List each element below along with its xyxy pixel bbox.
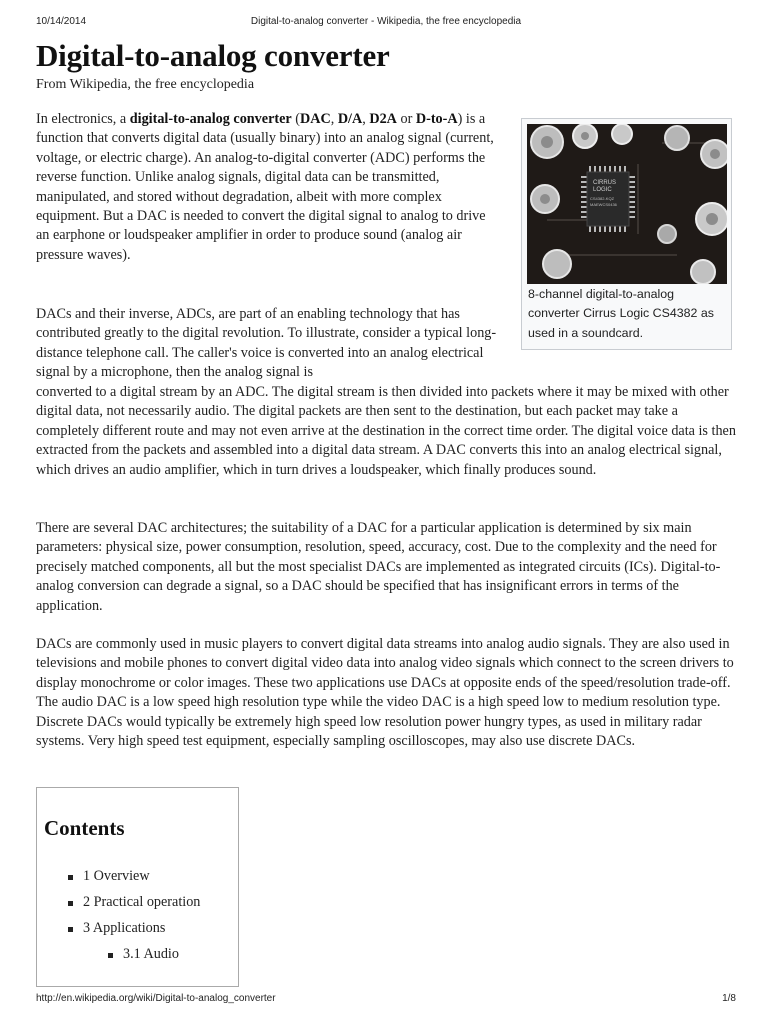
term-d-to-a: D-to-A	[415, 111, 458, 127]
print-date: 10/14/2014	[36, 16, 87, 27]
print-footer	[36, 993, 736, 1007]
toc-title: Contents	[44, 816, 125, 840]
toc-item-applications[interactable]: 3 Applications	[83, 920, 166, 936]
figure-thumbnail	[521, 118, 732, 350]
chip-marking-4: MAEWCS0436	[590, 202, 617, 207]
circuit-board-image	[527, 124, 727, 284]
term-d-a: D/A	[337, 111, 363, 127]
paragraph-4: DACs are commonly used in music players to convert digital data streams into analog audio signals. They are also used in televisions and mobile phones to convert digital video data into analog video signals which connect to the screen drivers to display monochrome or color images. These two applications use DACs at opposite ends of the speed/resolution trade-off. The audio DAC is a low speed high resolution type while the video DAC is a high speed low to medium resolution type. Discrete DACs would typically be extremely high speed low resolution power hungry types, as used in military radar systems. Very high speed test equipment, especially sampling oscilloscopes, may also use discrete DACs.	[36, 636, 734, 750]
chip-marking-2: LOGIC	[593, 187, 612, 193]
paragraph-2-part-2: converted to a digital stream by an ADC. The digital stream is then divided into packets where it may be mixed with other digital data, not necessarily audio. The digital packets are then sent to the destination, but each packet may take a completely different route and may not even arrive at the destination in the correct time order. The digital voice data is then extracted from the packets and assembled into a digital data stream. A DAC converts this into an analog electrical signal, which drives an audio amplifier, which in turn drives a loudspeaker, which finally produces sound.	[36, 384, 736, 478]
toc-bullet-icon	[108, 953, 113, 958]
dac-chip-photo[interactable]	[527, 124, 727, 284]
intro-text-3: ,	[330, 111, 338, 127]
intro-text-1: In electronics, a	[36, 111, 130, 127]
term-d2a: D2A	[369, 111, 397, 127]
intro-text-4: ,	[362, 111, 370, 127]
intro-text-2: (	[291, 111, 300, 127]
page-number: 1/8	[722, 993, 736, 1004]
footer-url[interactable]: http://en.wikipedia.org/wiki/Digital-to-analog_converter	[36, 993, 276, 1004]
term-dac: DAC	[299, 111, 331, 127]
print-header	[36, 16, 736, 30]
toc-bullet-icon	[68, 927, 73, 932]
toc-bullet-icon	[68, 875, 73, 880]
intro-text-6: ) is a function that converts digital data (usually binary) into an analog signal (current, voltage, or electric charge). An analog-to-digital converter (ADC) performs the reverse function. Unlike analog signals, digital data can be transmitted, manipulated, and stored without degradation, albeit with more complex equipment. But a DAC is needed to convert the digital signal to analog to drive an earphone or loudspeaker amplifier in order to produce sound (analog air pressure waves).	[36, 111, 494, 263]
figure-caption: 8-channel digital-to-analog converter Cirrus Logic CS4382 as used in a soundcard.	[528, 287, 714, 340]
chip-marking-3: CS4382-KQZ	[590, 196, 615, 201]
table-of-contents	[36, 787, 239, 987]
term-dac-full: digital-to-analog converter	[129, 111, 292, 127]
paragraph-2-part-1: DACs and their inverse, ADCs, are part of an enabling technology that has contributed greatly to the digital revolution. To illustrate, consider a typical long-distance telephone call. The caller's voice is converted into an analog electrical signal by a microphone, then the analog signal is	[36, 306, 497, 381]
paragraph-3: There are several DAC architectures; the suitability of a DAC for a particular application is determined by six main parameters: physical size, power consumption, resolution, speed, accuracy, cost. Due to the complexity and the need for precisely matched components, all but the most specialist DACs are implemented as integrated circuits (ICs). Digital-to-analog conversion can degrade a signal, so a DAC should be specified that has insignificant errors in terms of the application.	[36, 520, 721, 614]
page-title: Digital-to-analog converter	[36, 38, 390, 73]
toc-item-overview[interactable]: 1 Overview	[83, 868, 150, 884]
intro-text-5: or	[396, 111, 416, 127]
toc-bullet-icon	[68, 901, 73, 906]
page-subtitle: From Wikipedia, the free encyclopedia	[36, 77, 255, 92]
toc-item-practical-operation[interactable]: 2 Practical operation	[83, 894, 201, 910]
print-page-title: Digital-to-analog converter - Wikipedia, the free encyclopedia	[250, 16, 522, 27]
intro-paragraph	[36, 110, 498, 265]
toc-item-audio[interactable]: 3.1 Audio	[123, 946, 179, 962]
chip-marking-1: CIRRUS	[593, 180, 617, 186]
